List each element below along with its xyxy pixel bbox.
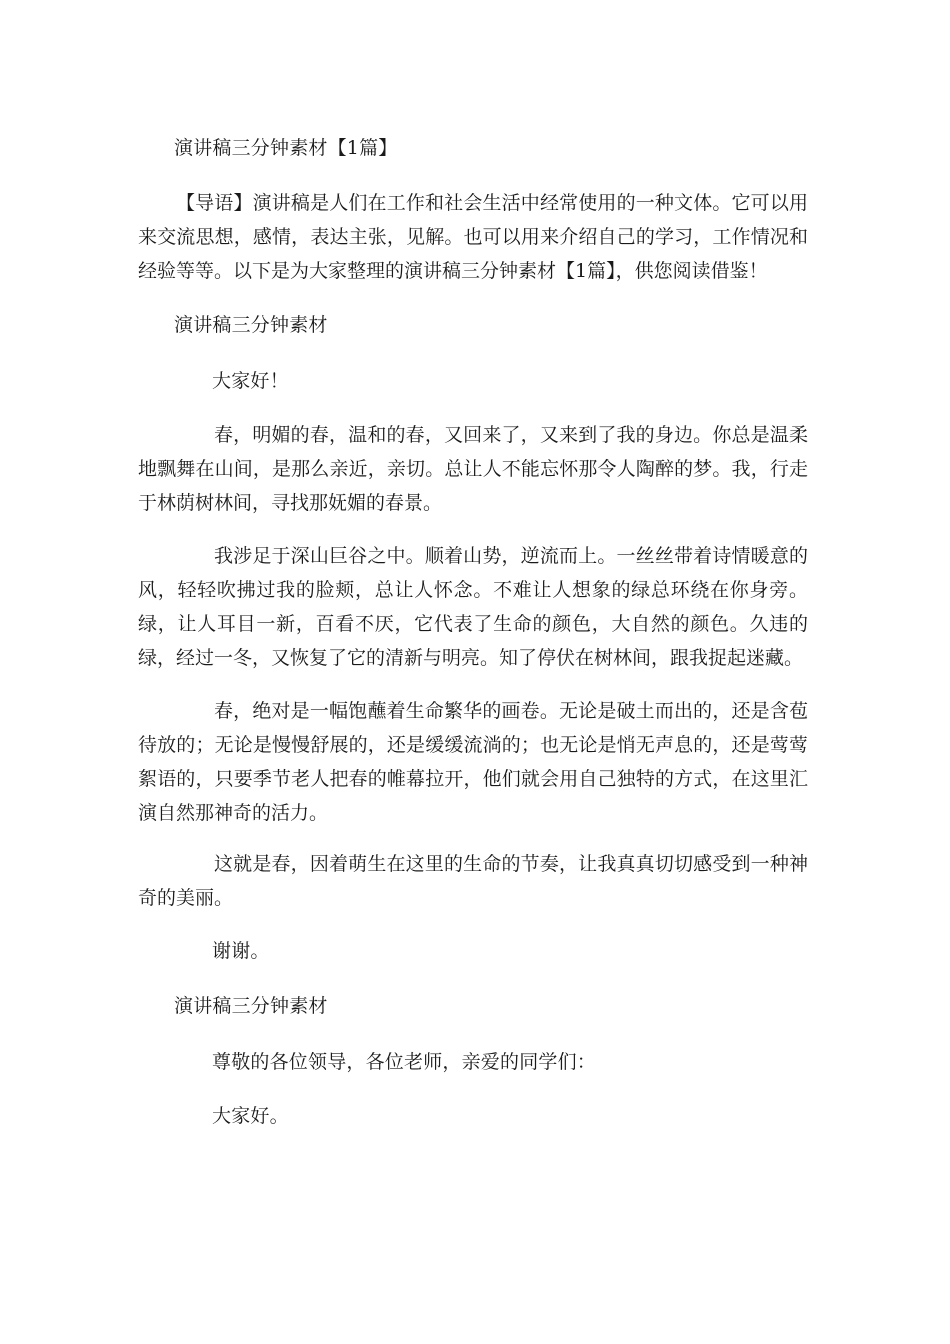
intro-paragraph: 【导语】演讲稿是人们在工作和社会生活中经常使用的一种文体。它可以用来交流思想，感情，表达主张，见解。也可以用来介绍自己的学习，工作情况和经验等等。以下是为大家整理的演讲稿三分钟素材【1篇】，供您阅读借鉴！ xyxy=(138,192,808,282)
section-heading-2: 演讲稿三分钟素材 xyxy=(174,995,328,1017)
thanks-line: 谢谢。 xyxy=(212,940,270,962)
body-paragraph-1: 春，明媚的春，温和的春，又回来了，又来到了我的身边。你总是温柔地飘舞在山间，是那么亲近，亲切。总让人不能忘怀那令人陶醉的梦。我，行走于林荫树林间，寻找那妩媚的春景。 xyxy=(138,424,808,514)
body-paragraph-4: 这就是春，因着萌生在这里的生命的节奏，让我真真切切感受到一种神奇的美丽。 xyxy=(138,853,808,909)
salutation-line: 尊敬的各位领导，各位老师，亲爱的同学们： xyxy=(212,1051,597,1073)
body-paragraph-3: 春，绝对是一幅饱蘸着生命繁华的画卷。无论是破土而出的，还是含苞待放的；无论是慢慢舒展的，还是缓缓流淌的；也无论是悄无声息的，还是莺莺絮语的，只要季节老人把春的帷幕拉开，他们就会用自己独特的方式，在这里汇演自然那神奇的活力。 xyxy=(138,700,808,824)
greeting-2: 大家好。 xyxy=(212,1105,289,1127)
document-title: 演讲稿三分钟素材【1篇】 xyxy=(174,137,398,159)
greeting-1: 大家好！ xyxy=(212,370,289,392)
section-heading-1: 演讲稿三分钟素材 xyxy=(174,314,328,336)
body-paragraph-2: 我涉足于深山巨谷之中。顺着山势，逆流而上。一丝丝带着诗情暖意的风，轻轻吹拂过我的脸颊，总让人怀念。不难让人想象的绿总环绕在你身旁。绿，让人耳目一新，百看不厌，它代表了生命的颜色，大自然的颜色。久违的绿，经过一冬，又恢复了它的清新与明亮。知了停伏在树林间，跟我捉起迷藏。 xyxy=(138,545,808,669)
